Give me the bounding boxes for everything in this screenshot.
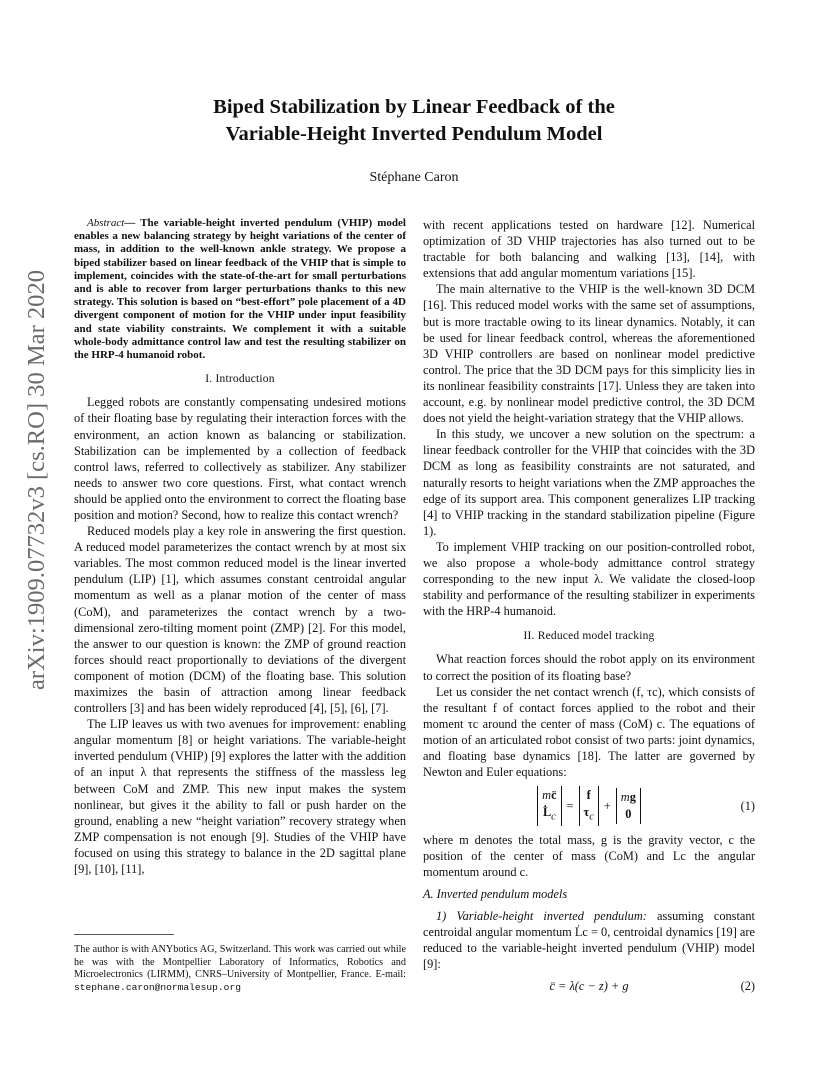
abstract-label: Abstract — [87, 217, 125, 229]
author-name: Stéphane Caron — [369, 170, 459, 185]
right-paragraph-1: with recent applications tested on hardware [12]. Numerical optimization of 3D VHIP trajectories has also turned out to be tractable for both balancing and walking [13], [14], with extensions that add angular momentum variations [15]. — [423, 218, 755, 281]
abstract-text: — The variable-height inverted pendulum (VHIP) model enables a new balancing strategy by height variations of the center of mass, in addition to the well-known ankle strategy. We propose a biped stabilizer based on linear feedback of the VHIP that is simple to implement, coincides with the state-of-the-art for small perturbations and is able to recover from larger perturbations thanks to this new strategy. This solution is based on “best-effort” pole placement of a 4D divergent component of motion for the VHIP under input feasibility and state viability constraints. We complement it with a suitable whole-body admittance control law and test the resulting stabilizer on the HRP-4 humanoid robot. — [74, 217, 406, 362]
equation-2-body: c̈ = λ(c − z) + g — [549, 978, 629, 993]
right-paragraph-2: The main alternative to the VHIP is the well-known 3D DCM [16]. This reduced model works with the same set of assumptions, but is more tractable owing to its linear dynamics. Notably, it can be used for linear feedback control, whereas the aforementioned 3D VHIP controllers are based on nonlinear model predictive control. The price that the 3D DCM pays for this simplicity lies in its nonlinear feasibility constraints [17]. Unless they are taken into account, e.g. by nonlinear model predictive control, the 3D DCM does not yield the height-variation strategy that the VHIP allows. — [423, 282, 755, 426]
equation-2-number: (2) — [740, 978, 755, 993]
right-paragraph-4: To implement VHIP tracking on our position-controlled robot, we also propose a whole-body admittance control strategy corresponding to the new input λ. We validate the closed-loop stability and performance of the resulting stabilizer in experiments with the HRP-4 humanoid. — [423, 539, 755, 619]
footnote-email[interactable]: stephane.caron@normalesup.org — [74, 981, 241, 993]
left-column — [74, 217, 406, 877]
title-line-1: Biped Stabilization by Linear Feedback of the — [213, 96, 615, 118]
footnote-rule — [74, 934, 174, 935]
right-paragraph-7: where m denotes the total mass, g is the gravity vector, c the position of the center of mass (CoM) and Lc the angular momentum around c. — [423, 833, 755, 880]
intro-paragraph-1: Legged robots are constantly compensating undesired motions of their floating base by regulating their interaction forces with the environment, an action known as balancing or stabilization. Stabilization can be implemented by a collection of feedback control laws, referred to collectively as stabilizer. Any stabilizer needs to answer two core questions. First, what contact wrench should be applied onto the environment to correct the floating base position and motion? Second, how to realize this contact wrench? — [74, 395, 406, 522]
right-paragraph-5: What reaction forces should the robot apply on its environment to correct the position of its floating base? — [423, 652, 755, 683]
equation-1 — [423, 786, 755, 826]
subsubsection-label: 1) Variable-height inverted pendulum: — [436, 908, 647, 923]
intro-paragraph-2: Reduced models play a key role in answering the first question. A reduced model parameterizes the contact wrench by at most six variables. The most common reduced model is the linear inverted pendulum (LIP) [1], which assumes constant centroidal angular momentum as well as a planar motion of the center of mass (CoM), and parameterizes the contact wrench by a two-dimensional zero-tilting moment point (ZMP) [2]. For this model, the answer to our question is known: the ZMP of ground reaction forces should react proportionally to deviations of the divergent component of motion (DCM) of the floating base. This solution maximizes the basin of attraction among linear feedback controllers [3] and has been widely reproduced [4], [5], [6], [7]. — [74, 524, 406, 716]
arxiv-watermark-text: arXiv:1909.07732v3 [cs.RO] 30 Mar 2020 — [24, 279, 50, 690]
right-paragraph-3: In this study, we uncover a new solution on the spectrum: a linear feedback controller for the VHIP that coincides with the 3D DCM as long as feasibility constraints are not saturated, and naturally resorts to height variations when the ZMP approaches the edge of its support area. This component generalizes LIP tracking [4] to VHIP tracking in the standard stabilization pipeline (Figure 1). — [423, 427, 755, 538]
equation-1-number: (1) — [740, 799, 755, 814]
abstract — [74, 217, 406, 362]
right-paragraph-6: Let us consider the net contact wrench (f, τc), which consists of the resultant f of contact forces applied to the robot and their moment τc around the center of mass (CoM) c. The equations of motion of an articulated robot consist of two parts: joint dynamics, and floating base dynamics [18]. The latter are governed by Newton and Euler equations: — [423, 684, 755, 780]
footnote-text: The author is with ANYbotics AG, Switzerland. This work was carried out while he was with the Montpellier Laboratory of Informatics, Robotics and Microelectronics (LIRMM), CNRS–University of Montpellier, France. E-mail: — [74, 944, 406, 980]
newton-euler-equation: mc̈ $L̇_c$ = f $\tau_c$ + mg 0 — [537, 786, 641, 826]
equation-2 — [423, 978, 755, 994]
footnote — [74, 944, 406, 994]
paper-title — [60, 94, 768, 148]
right-paragraph-8 — [423, 908, 755, 972]
subsection-inverted-pendulum-models: A. Inverted pendulum models — [423, 887, 568, 902]
subsubsection-text: assuming constant centroidal angular momentum L̇c = 0, centroidal dynamics [19] are reduced to the variable-height inverted pendulum (VHIP) model [9]: — [423, 908, 755, 971]
arxiv-watermark — [14, 270, 54, 690]
section-introduction-heading: I. Introduction — [205, 373, 275, 386]
section-reduced-model-heading: II. Reduced model tracking — [523, 630, 655, 643]
intro-paragraph-3: The LIP leaves us with two avenues for improvement: enabling angular momentum [8] or height variations. The variable-height inverted pendulum (VHIP) [9] explores the latter with the addition of an input λ that represents the stiffness of the massless leg between CoM and ZMP. This new input makes the system nonlinear, but gives it the ability to fall or push harder on the ground, enabling a new “height variation” recovery strategy when ZMP compensation is not enough [9]. Studies of the VHIP have focused on using this strategy to balance in the 2D sagittal plane [9], [10], [11], — [74, 717, 406, 877]
title-line-2: Variable-Height Inverted Pendulum Model — [225, 123, 603, 145]
right-column — [423, 217, 755, 1000]
